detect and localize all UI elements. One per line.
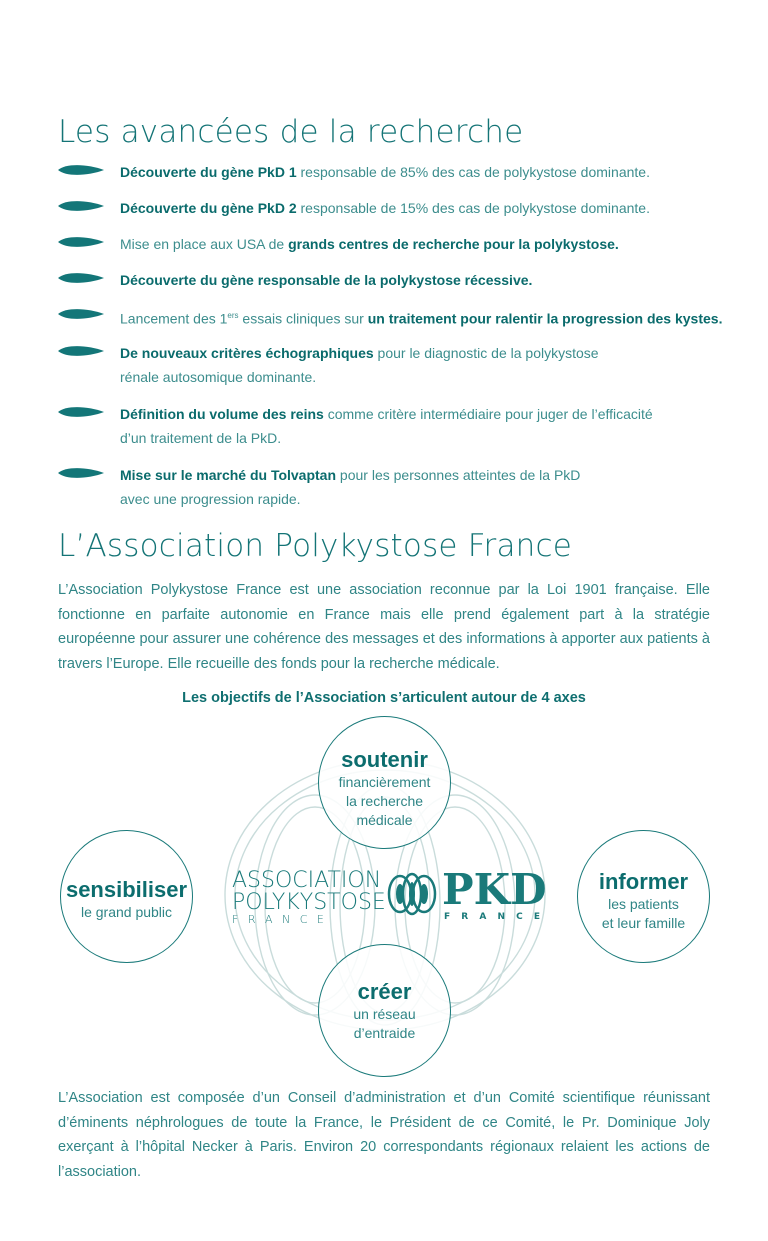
axis-line: les patients [608,896,679,912]
leaf-bullet-icon [58,406,104,418]
axis-sensibiliser [60,830,193,963]
item-sup: ers [227,311,239,320]
axis-title: sensibiliser [65,877,188,902]
item-text: comme critère intermédiaire pour juger de l’efficacité [323,406,653,422]
item-bold: Découverte du gène responsable de la polykystose récessive. [120,272,533,288]
axis-informer [577,830,710,963]
axis-creer [318,944,451,1077]
logo-pkd-sub: F R A N C E [444,912,544,922]
logo-line-2: POLYKYSTOSE [232,890,386,915]
axis-title: informer [598,869,689,894]
logo-line-1: ASSOCIATION [232,868,382,893]
leaf-bullet-icon [58,200,104,212]
logo-line-3: F R A N C E [232,913,327,926]
item-pre: Lancement des 1 [120,310,228,327]
item-bold: un traitement pour ralentir la progression des kystes. [367,310,723,327]
association-closing: L’Association est composée d’un Conseil d’administration et d’un Comité scientifique réunissant d’éminents néphrologues de toute la France, le Président de ce Comité, le Pr. Dominique Joly exerçant à l’hôpital Necker à Paris. Environ 20 correspondants régionaux relaient les actions de l’association. [58,1090,710,1180]
item-line2: avec une progression rapide. [120,491,301,507]
item-line2: rénale autosomique dominante. [120,369,317,385]
item-bold: Définition du volume des reins [120,406,324,422]
pkd-leaf-icon [386,872,438,916]
axis-line: financièrement [338,774,431,790]
association-title: L’Association Polykystose France [58,528,573,564]
leaf-bullet-icon [58,236,104,248]
item-bold: Mise sur le marché du Tolvaptan [120,467,337,483]
association-intro: L’Association Polykystose France est une association reconnue par la Loi 1901 française. Elle fonctionne en parfaite autonomie en France mais elle prend également part à la stratégie européenne pour assurer une cohérence des messages et des informations à apporter aux patients à travers l’Europe. Elle recueille des fonds pour la recherche médicale. [58,582,710,672]
item-text: pour le diagnostic de la polykystose [373,345,599,361]
item-bold: Découverte du gène PkD 1 [120,164,297,180]
leaf-bullet-icon [58,164,104,176]
item-text: responsable de 85% des cas de polykystose dominante. [296,164,650,180]
logo-pkd: PKD [442,865,547,914]
item-line2: d’un traitement de la PkD. [120,430,282,446]
axis-line: un réseau [353,1006,416,1022]
leaf-bullet-icon [58,345,104,357]
axis-title: créer [357,979,412,1004]
research-title: Les avancées de la recherche [58,114,524,150]
axis-title: soutenir [341,747,428,772]
item-bold: Découverte du gène PkD 2 [120,200,297,216]
axis-line: médicale [356,812,413,828]
item-text: responsable de 15% des cas de polykystose dominante. [296,200,650,216]
item-pre2: essais cliniques sur [238,310,368,327]
leaf-bullet-icon [58,272,104,284]
axis-line: le grand public [80,904,173,920]
leaf-bullet-icon [58,308,104,320]
objectives-title: Les objectifs de l’Association s’articulent autour de 4 axes [182,690,586,706]
item-text: pour les personnes atteintes de la PkD [336,467,581,483]
item-bold: grands centres de recherche pour la polykystose. [288,236,619,252]
axis-line: la recherche [345,793,424,809]
axis-line: et leur famille [601,915,686,931]
logo-association-text [232,870,386,925]
item-pre: Mise en place aux USA de [120,236,289,252]
item-bold: De nouveaux critères échographiques [120,345,374,361]
leaf-bullet-icon [58,467,104,479]
axis-line: d’entraide [353,1025,416,1041]
axis-soutenir [318,716,451,849]
